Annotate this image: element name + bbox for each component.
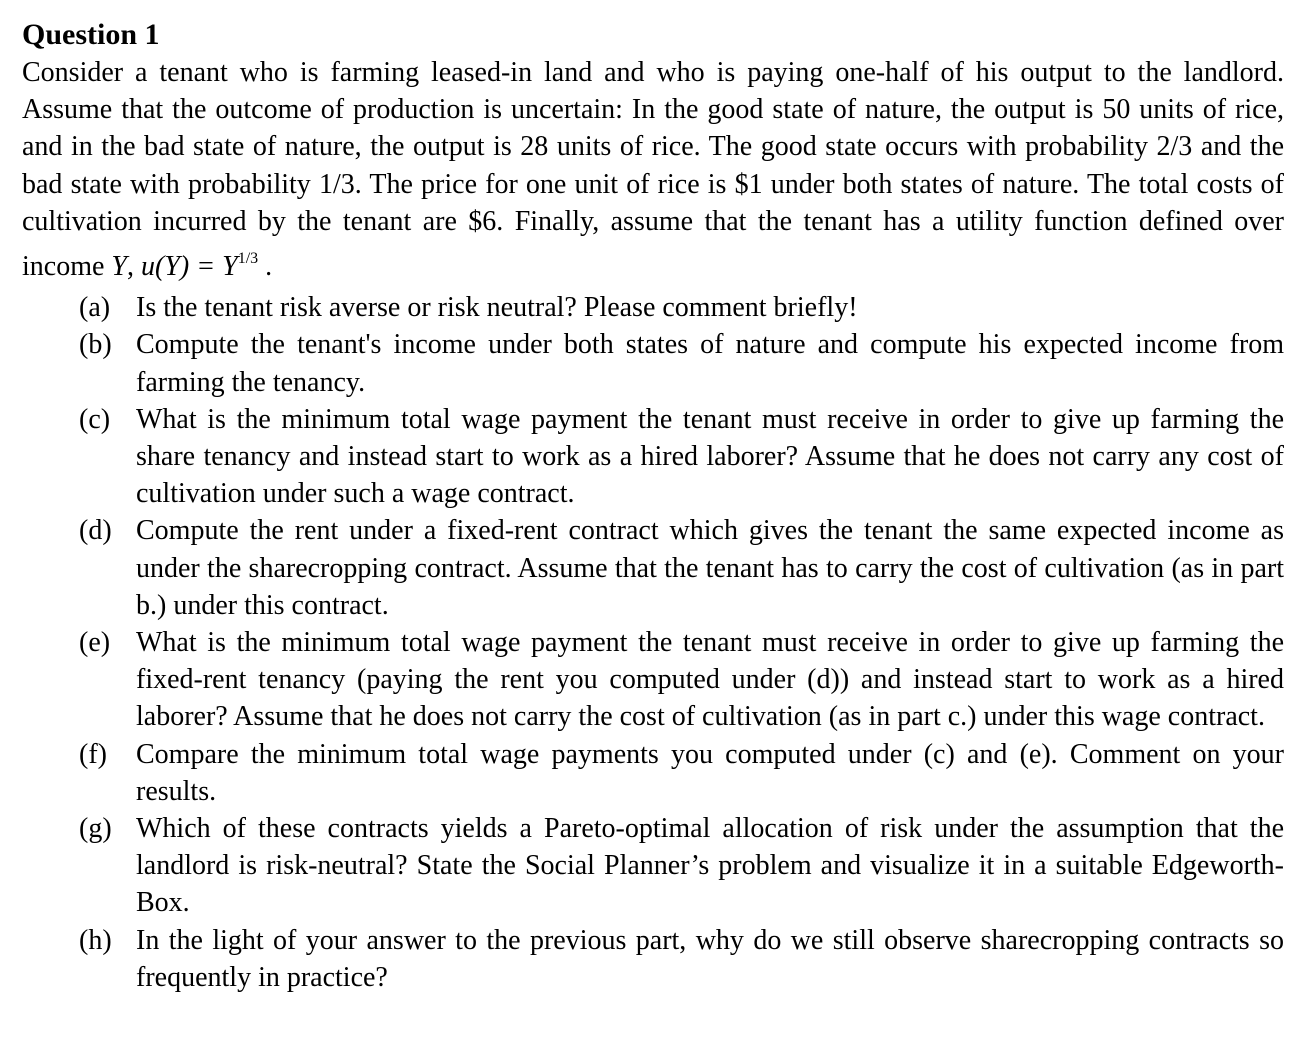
- part-h: [22, 922, 1284, 996]
- part-d: [22, 512, 1284, 624]
- utility-function: [141, 251, 258, 282]
- part-text: Is the tenant risk averse or risk neutral? Please comment briefly!: [136, 292, 858, 324]
- utility-function-lhs: u(Y) = Y: [141, 251, 238, 283]
- part-a: [22, 289, 1284, 326]
- part-text: What is the minimum total wage payment the tenant must receive in order to give up farming the share tenancy and instead start to work as a hired laborer? Assume that he does not carry any cost of cultivation under such a wage contract.: [136, 403, 1284, 510]
- part-text: Compute the tenant's income under both states of nature and compute his expected income from farming the tenancy.: [136, 329, 1284, 398]
- part-g: [22, 810, 1284, 922]
- utility-exponent: 1/3: [237, 250, 259, 268]
- part-label: (e): [79, 627, 111, 659]
- question-document: [22, 16, 1284, 996]
- part-text: Compare the minimum total wage payments you computed under (c) and (e). Comment on your results.: [136, 738, 1284, 807]
- part-label: (a): [79, 292, 111, 324]
- income-variable: Y: [111, 251, 127, 283]
- part-label: (h): [79, 924, 112, 956]
- part-f: [22, 736, 1284, 810]
- part-b: [22, 326, 1284, 400]
- part-label: (f): [79, 738, 107, 770]
- part-label: (b): [79, 329, 112, 361]
- question-title: Question 1: [22, 18, 160, 51]
- part-c: [22, 401, 1284, 513]
- formula-separator: ,: [127, 251, 134, 283]
- part-text: Compute the rent under a fixed-rent contract which gives the tenant the same expected income as under the sharecropping contract. Assume that the tenant has to carry the cost of cultivation (as in part b.) under this contract.: [136, 515, 1284, 621]
- part-text: What is the minimum total wage payment the tenant must receive in order to give up farming the fixed-rent tenancy (paying the rent you computed under (d)) and instead start to work as a hired laborer? Assume that he does not carry the cost of cultivation (as in part c.) under this wage contract.: [136, 627, 1284, 733]
- question-intro-paragraph: [22, 54, 1284, 285]
- question-parts-list: [22, 289, 1284, 996]
- part-text: Which of these contracts yields a Pareto-optimal allocation of risk under the assumption that the landlord is risk-neutral? State the Social Planner’s problem and visualize it in a suitable Edgeworth-Box.: [136, 813, 1284, 919]
- part-label: (g): [79, 813, 112, 845]
- part-label: (c): [79, 403, 111, 435]
- part-e: [22, 624, 1284, 736]
- formula-end: .: [265, 251, 273, 283]
- question-intro-text: Consider a tenant who is farming leased-in land and who is paying one-half of his output to the landlord. Assume that the outcome of production is uncertain: In the good state of nature, the output is 50 units of rice, and in the bad state of nature, the output is 28 units of rice. The good state occurs with probability 2/3 and the bad state with probability 1/3. The price for one unit of rice is $1 under both states of nature. The total costs of cultivation incurred by the tenant are $6. Finally, assume that the tenant has a utility function defined over income: [22, 57, 1284, 283]
- part-text: In the light of your answer to the previous part, why do we still observe sharecropping contracts so frequently in practice?: [136, 924, 1284, 993]
- part-label: (d): [79, 515, 112, 547]
